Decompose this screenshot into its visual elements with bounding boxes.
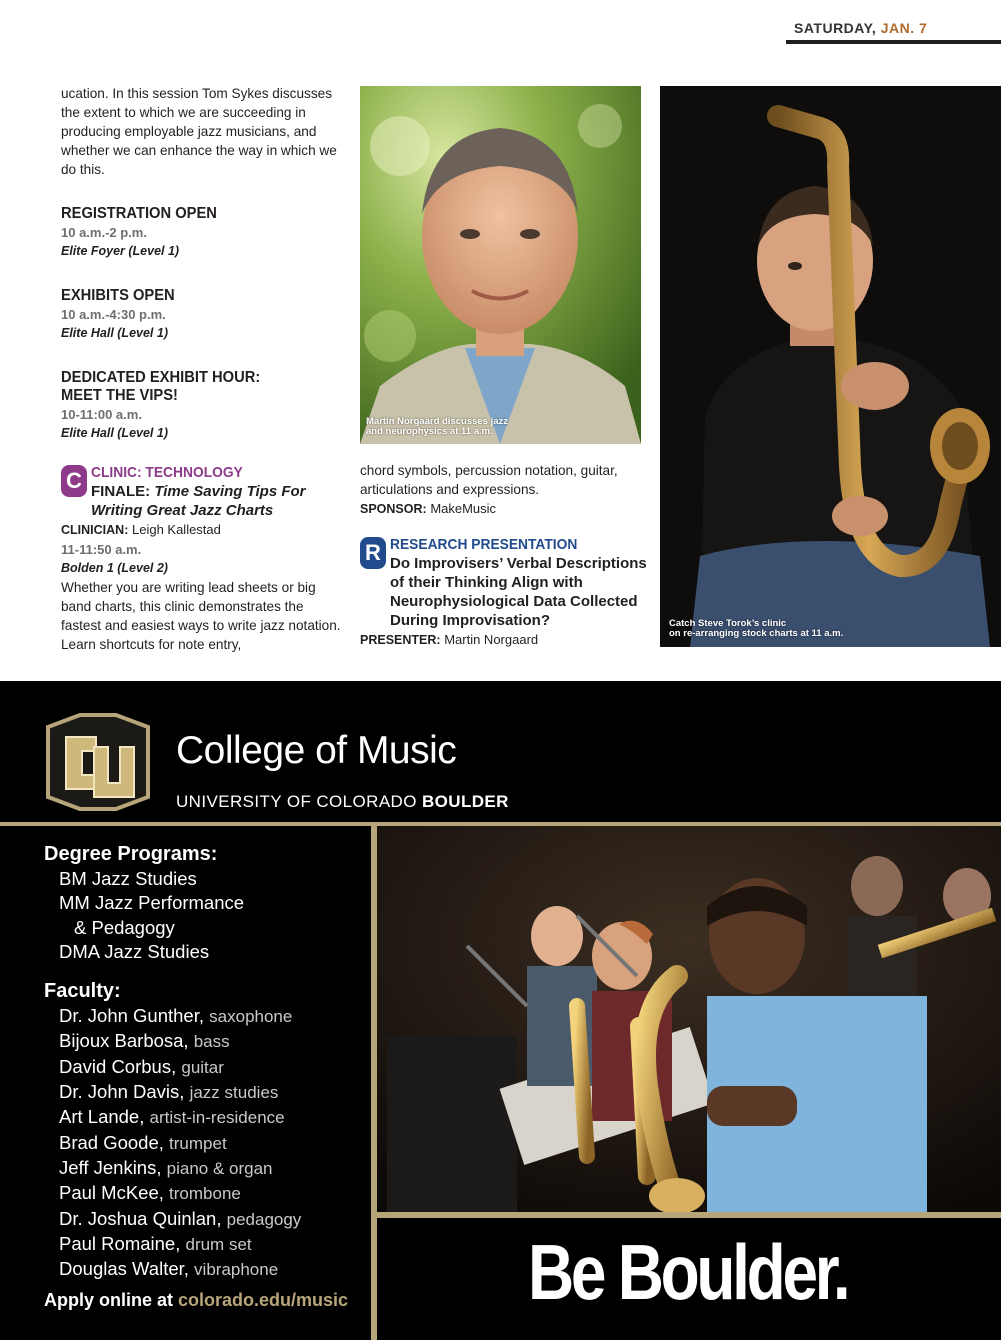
presenter-label: PRESENTER: [360,633,441,647]
registration-title: REGISTRATION OPEN [61,205,217,222]
university-prefix: UNIVERSITY OF COLORADO [176,792,417,811]
exhibit-hour-block [61,369,346,443]
faculty-item [44,1156,364,1181]
clinic-session-header [61,463,346,520]
faculty-item [44,1055,364,1080]
research-badge-icon: R [360,537,386,569]
clinician-name: Leigh Kallestad [131,522,221,537]
portrait-illustration [360,86,641,444]
steve-torok-photo [660,86,1001,647]
middle-column [360,461,650,650]
jazz-band-photo [377,826,1001,1212]
faculty-role: artist-in-residence [149,1108,285,1128]
university-name [176,792,509,812]
exhibit-hour-title-2: MEET THE VIPS! [61,387,178,404]
faculty-role: jazz studies [189,1083,279,1103]
faculty-name: Bijoux Barbosa, [59,1030,189,1052]
faculty-role: vibraphone [194,1260,279,1280]
issue-date [794,20,927,36]
martin-norgaard-photo [360,86,641,444]
faculty-name: Paul Romaine, [59,1232,181,1254]
faculty-role: saxophone [209,1007,293,1027]
clinic-continuation: chord symbols, percussion notation, guitar, articulations and expressions. [360,463,618,497]
sponsor-label: SPONSOR: [360,502,427,516]
university-bold: BOULDER [421,792,509,811]
registration-block [61,205,346,261]
martin-photo-caption [366,417,508,437]
degree-programs-heading: Degree Programs: [44,843,218,865]
exhibits-title: EXHIBITS OPEN [61,287,175,304]
clinic-title-italic: Time Saving Tips For Writing Great Jazz Charts [91,483,306,519]
exhibit-hour-place: Elite Hall (Level 1) [61,426,168,440]
faculty-name: David Corbus, [59,1055,177,1077]
steve-caption-line-2: on re-arranging stock charts at 11 a.m. [669,628,844,639]
intro-paragraph: ucation. In this session Tom Sykes discusses the extent to which we are succeeding in producing employable jazz musicians, and whether we can enhance the way in which we do this. [61,86,337,177]
faculty-item [44,1131,364,1156]
research-session-header [360,535,650,630]
faculty-heading: Faculty: [44,980,121,1003]
faculty-item [44,1105,364,1130]
exhibit-hour-time: 10-11:00 a.m. [61,407,142,422]
saxophonist-illustration [660,86,1001,647]
presenter-name: Martin Norgaard [444,632,539,647]
apply-line [44,1290,348,1311]
degree-item: BM Jazz Studies [59,868,197,889]
faculty-item [44,1232,364,1257]
faculty-item [44,1181,364,1206]
exhibits-block [61,287,346,343]
faculty-name: Paul McKee, [59,1182,164,1204]
research-type: RESEARCH PRESENTATION [390,536,578,553]
exhibits-place: Elite Hall (Level 1) [61,326,168,340]
clinic-type: CLINIC: TECHNOLOGY [91,464,243,481]
sponsor-line [360,499,650,519]
faculty-role: bass [193,1032,230,1052]
jazz-band-illustration [377,826,1001,1212]
faculty-name: Art Lande, [59,1106,145,1128]
clinic-title [91,482,346,520]
faculty-role: drum set [185,1234,252,1254]
left-column [61,84,346,654]
apply-text: Apply online at [44,1290,174,1310]
faculty-name: Brad Goode, [59,1131,164,1153]
clinician-label: CLINICIAN: [61,523,129,537]
clinic-badge-icon: C [61,465,87,497]
research-title: Do Improvisers’ Verbal Descriptions of their Thinking Align with Neurophysiological Data Collected During Improvisation? [390,555,647,629]
gold-photo-divider [377,1212,1001,1218]
degree-item: & Pedagogy [74,916,175,938]
martin-caption-line-1: Martin Norgaard discusses jazz [366,416,509,427]
martin-caption-line-2: and neurophysics at 11 a.m. [366,426,493,437]
faculty-name: Jeff Jenkins, [59,1156,162,1178]
faculty-item [44,1080,364,1105]
sponsor-name: MakeMusic [430,501,497,516]
clinic-place: Bolden 1 (Level 2) [61,561,168,575]
presenter-line [360,630,650,650]
degree-item: DMA Jazz Studies [59,940,210,962]
faculty-role: piano & organ [166,1158,273,1178]
cu-boulder-advertisement [0,681,1001,1340]
exhibits-time: 10 a.m.-4:30 p.m. [61,307,166,322]
apply-url-link[interactable]: colorado.edu/music [178,1290,349,1310]
cu-logo-icon [44,713,152,816]
issue-date-value: JAN. 7 [880,20,928,36]
clinic-time: 11-11:50 a.m. [61,542,142,557]
header-rule [786,40,1001,44]
clinic-clinician [61,520,346,540]
faculty-item [44,1257,364,1282]
faculty-name: Dr. John Davis, [59,1081,185,1103]
faculty-role: pedagogy [226,1209,302,1229]
registration-time: 10 a.m.-2 p.m. [61,225,147,240]
degree-item: MM Jazz Performance [59,892,245,914]
faculty-role: trombone [169,1184,241,1204]
faculty-item [44,1029,364,1054]
faculty-role: trumpet [169,1133,227,1153]
faculty-name: Dr. John Gunther, [59,1005,205,1027]
steve-photo-caption [669,619,843,639]
steve-caption-line-1: Catch Steve Torok’s clinic [669,618,787,629]
faculty-item [44,1004,364,1029]
programs-faculty-list [44,841,364,1282]
college-name: College of Music [176,729,457,772]
faculty-name: Douglas Walter, [59,1258,189,1280]
clinic-title-prefix: FINALE: [91,483,151,500]
issue-day: SATURDAY, [794,20,877,36]
faculty-role: guitar [181,1057,224,1077]
be-boulder-slogan: Be Boulder. [528,1228,848,1316]
faculty-item [44,1207,364,1232]
clinic-description: Whether you are writing lead sheets or big band charts, this clinic demonstrates the fastest and easiest ways to write jazz notation. Learn shortcuts for note entry, [61,580,341,652]
registration-place: Elite Foyer (Level 1) [61,244,180,258]
exhibit-hour-title-1: DEDICATED EXHIBIT HOUR: [61,369,261,386]
faculty-name: Dr. Joshua Quinlan, [59,1207,222,1229]
